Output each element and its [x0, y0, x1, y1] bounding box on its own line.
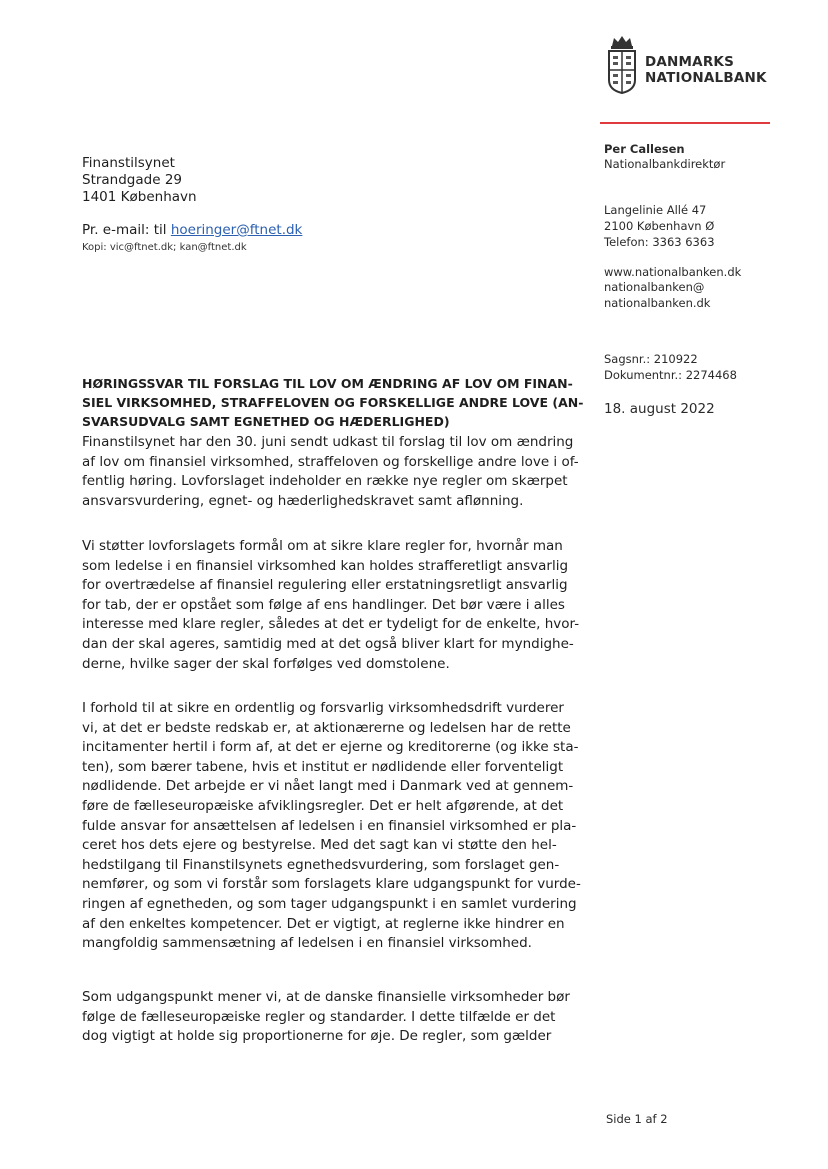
- sender-address-line: 2100 København Ø: [604, 219, 715, 233]
- paragraph-line: nødlidende. Det arbejde er vi nået langt med i Danmark ved at gennem-: [82, 778, 574, 795]
- email-prefix: Pr. e-mail: til: [82, 222, 171, 238]
- paragraph-line: ten), som bærer tabene, hvis et institut er nødlidende eller forventeligt: [82, 758, 564, 775]
- heading-line: SIEL VIRKSOMHED, STRAFFELOVEN OG FORSKELLIGE ANDRE LOVE (AN-: [82, 395, 584, 410]
- sender-address-line: Langelinie Allé 47: [604, 203, 707, 217]
- paragraph-line: af den enkeltes kompetencer. Det er vigtigt, at reglerne ikke hindrer en: [82, 915, 565, 932]
- logo-wordmark: [645, 54, 767, 86]
- paragraph-line: derne, hvilke sager der skal forfølges ved domstolene.: [82, 655, 450, 672]
- paragraph-line: fulde ansvar for ansættelsen af ledelsen i en finansiel virksomhed er pla-: [82, 817, 577, 834]
- logo-line-1: DANMARKS: [645, 54, 735, 70]
- paragraph-line: Vi støtter lovforslagets formål om at sikre klare regler for, hvornår man: [82, 538, 563, 554]
- sender-name: Per Callesen: [604, 142, 685, 156]
- paragraph-line: dan der skal ageres, samtidig med at det også bliver klart for myndighe-: [82, 635, 574, 652]
- case-number: Sagsnr.: 210922: [604, 352, 698, 366]
- paragraph-line: for overtrædelse af finansiel regulering eller erstatningsretligt ansvarlig: [82, 577, 568, 594]
- paragraph-line: ceret hos dets ejere og bestyrelse. Med det sagt kan vi støtte den hel-: [82, 837, 557, 854]
- paragraph-line: Som udgangspunkt mener vi, at de danske finansielle virksomheder bør: [82, 989, 570, 1005]
- paragraph-line: dog vigtigt at holde sig proportionerne for øje. De regler, som gælder: [82, 1028, 552, 1045]
- heading-line: HØRINGSSVAR TIL FORSLAG TIL LOV OM ÆNDRING AF LOV OM FINAN-: [82, 376, 573, 391]
- paragraph: [82, 537, 582, 674]
- paragraph-line: følge de fælleseuropæiske regler og standarder. I dette tilfælde er det: [82, 1008, 556, 1025]
- recipient-name: Finanstilsynet: [82, 155, 175, 171]
- paragraph-line: ringen af egnetheden, og som tager udgangspunkt i en samlet vurdering: [82, 895, 577, 912]
- header-divider: [600, 122, 770, 124]
- paragraph-line: mangfoldig sammensætning af ledelsen i en finansiel virksomhed.: [82, 935, 532, 952]
- paragraph-line: fentlig høring. Lovforslaget indeholder en række nye regler om skærpet: [82, 473, 568, 490]
- paragraph-line: af lov om finansiel virksomhed, straffeloven og forskellige andre love i of-: [82, 453, 579, 470]
- paragraph-line: nemfører, og som vi forstår som forslagets klare udgangspunkt for vurde-: [82, 876, 581, 893]
- paragraph-line: interesse med klare regler, således at det er tydeligt for de enkelte, hvor-: [82, 616, 580, 633]
- sender-email-line: nationalbanken.dk: [604, 296, 711, 310]
- heading-line: SVARSUDVALG SAMT EGNETHED OG HÆDERLIGHED): [82, 414, 450, 429]
- page-number: Side 1 af 2: [606, 1112, 668, 1126]
- logo-line-2: NATIONALBANK: [645, 70, 767, 86]
- paragraph: [82, 988, 582, 1047]
- paragraph-line: Finanstilsynet har den 30. juni sendt udkast til forslag til lov om ændring: [82, 434, 574, 450]
- letter-date: 18. august 2022: [604, 401, 715, 417]
- crown-crest-icon: [604, 34, 640, 94]
- paragraph-line: for tab, der er opstået som følge af ens handlinger. Det bør være i alles: [82, 596, 565, 613]
- letter-heading: [82, 374, 582, 431]
- recipient-street: Strandgade 29: [82, 172, 182, 188]
- sender-email-line: nationalbanken@: [604, 280, 705, 294]
- paragraph-line: hedstilgang til Finanstilsynets egnethedsvurdering, som forslaget gen-: [82, 856, 560, 873]
- email-line: [82, 222, 302, 238]
- email-link[interactable]: hoeringer@ftnet.dk: [170, 222, 303, 238]
- paragraph: [82, 433, 582, 511]
- paragraph: [82, 699, 582, 954]
- sender-title: Nationalbankdirektør: [604, 157, 726, 171]
- paragraph-line: I forhold til at sikre en ordentlig og forsvarlig virksomhedsdrift vurderer: [82, 700, 564, 716]
- paragraph-line: som ledelse i en finansiel virksomhed kan holdes strafferetligt ansvarlig: [82, 557, 569, 574]
- copy-recipients: Kopi: vic@ftnet.dk; kan@ftnet.dk: [82, 242, 247, 253]
- paragraph-line: vi, at det er bedste redskab er, at aktionærerne og ledelsen har de rette: [82, 719, 571, 736]
- sender-phone: Telefon: 3363 6363: [604, 235, 715, 249]
- document-number: Dokumentnr.: 2274468: [604, 368, 737, 382]
- paragraph-line: incitamenter hertil i form af, at det er ejerne og kreditorerne (og ikke sta-: [82, 739, 579, 756]
- sender-website: www.nationalbanken.dk: [604, 265, 742, 279]
- recipient-city: 1401 København: [82, 189, 197, 205]
- paragraph-line: ansvarsvurdering, egnet- og hæderlighedskravet samt aflønning.: [82, 492, 524, 509]
- paragraph-line: føre de fælleseuropæiske afviklingsregler. Det er helt afgørende, at det: [82, 797, 564, 814]
